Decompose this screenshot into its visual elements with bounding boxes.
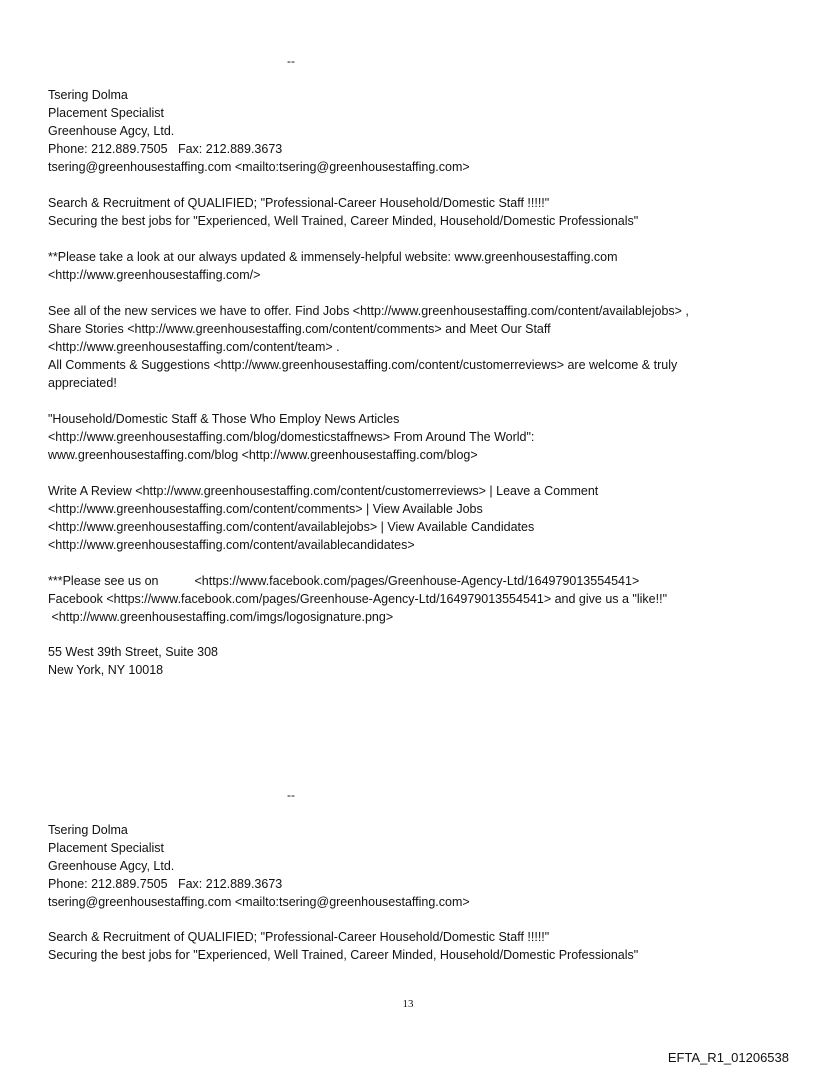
facebook-line-1 <box>48 572 778 590</box>
sender-company: Greenhouse Agcy, Ltd. <box>48 124 175 138</box>
address-block <box>48 643 778 679</box>
address-city: New York, NY 10018 <box>48 663 164 677</box>
separator-bottom: -- <box>287 788 295 802</box>
tagline-block-2 <box>48 928 778 964</box>
review-line-2: <http://www.greenhousestaffing.com/content/comments> | View Available Jobs <box>48 502 483 516</box>
tagline2-line-1: Search & Recruitment of QUALIFIED; "Professional-Career Household/Domestic Staff !!!!!" <box>48 930 550 944</box>
signature-block-2 <box>48 821 778 911</box>
facebook-block <box>48 572 778 626</box>
signature-block-1 <box>48 86 778 176</box>
news-line-1: "Household/Domestic Staff & Those Who Employ News Articles <box>48 412 400 426</box>
sender-name: Tsering Dolma <box>48 88 128 102</box>
sender-email-2: tsering@greenhousestaffing.com <mailto:tsering@greenhousestaffing.com> <box>48 895 470 909</box>
review-line-4: <http://www.greenhousestaffing.com/content/availablecandidates> <box>48 538 415 552</box>
services-line-4: All Comments & Suggestions <http://www.greenhousestaffing.com/content/customerreviews> are welcome & truly <box>48 358 678 372</box>
services-line-1: See all of the new services we have to offer. Find Jobs <http://www.greenhousestaffing.com/content/availablejobs> , <box>48 304 689 318</box>
facebook-line-3: <http://www.greenhousestaffing.com/imgs/logosignature.png> <box>48 610 394 624</box>
tagline-line-1: Search & Recruitment of QUALIFIED; "Professional-Career Household/Domestic Staff !!!!!" <box>48 196 550 210</box>
tagline2-line-2: Securing the best jobs for "Experienced, Well Trained, Career Minded, Household/Domestic Professionals" <box>48 948 639 962</box>
review-line-1: Write A Review <http://www.greenhousestaffing.com/content/customerreviews> | Leave a Comment <box>48 484 599 498</box>
sender-name-2: Tsering Dolma <box>48 823 128 837</box>
services-block <box>48 302 778 392</box>
sender-email: tsering@greenhousestaffing.com <mailto:tsering@greenhousestaffing.com> <box>48 160 470 174</box>
sender-phone: Phone: 212.889.7505 Fax: 212.889.3673 <box>48 142 283 156</box>
separator-top: -- <box>287 54 295 68</box>
sender-phone-2: Phone: 212.889.7505 Fax: 212.889.3673 <box>48 877 283 891</box>
facebook-prefix: ***Please see us on <box>48 574 159 588</box>
page-number: 13 <box>402 998 414 1010</box>
news-line-2: <http://www.greenhousestaffing.com/blog/domesticstaffnews> From Around The World": <box>48 430 535 444</box>
tagline-line-2: Securing the best jobs for "Experienced, Well Trained, Career Minded, Household/Domestic Professionals" <box>48 214 639 228</box>
services-line-2: Share Stories <http://www.greenhousestaffing.com/content/comments> and Meet Our Staff <box>48 322 551 336</box>
website-line-1: **Please take a look at our always updated & immensely-helpful website: www.greenhousestaffing.com <box>48 250 618 264</box>
website-block <box>48 248 778 284</box>
document-id: EFTA_R1_01206538 <box>667 1050 789 1065</box>
news-line-3: www.greenhousestaffing.com/blog <http://www.greenhousestaffing.com/blog> <box>48 448 478 462</box>
sender-title-2: Placement Specialist <box>48 841 165 855</box>
address-street: 55 West 39th Street, Suite 308 <box>48 645 219 659</box>
services-line-5: appreciated! <box>48 376 117 390</box>
services-line-3: <http://www.greenhousestaffing.com/content/team> . <box>48 340 340 354</box>
review-line-3: <http://www.greenhousestaffing.com/content/availablejobs> | View Available Candidates <box>48 520 535 534</box>
review-block <box>48 482 778 554</box>
website-line-2: <http://www.greenhousestaffing.com/> <box>48 268 261 282</box>
news-block <box>48 410 778 464</box>
sender-company-2: Greenhouse Agcy, Ltd. <box>48 859 175 873</box>
facebook-line-2: Facebook <https://www.facebook.com/pages/Greenhouse-Agency-Ltd/164979013554541> and give us a "like!!" <box>48 592 668 606</box>
tagline-block-1 <box>48 194 778 230</box>
sender-title: Placement Specialist <box>48 106 165 120</box>
facebook-link-1: <https://www.facebook.com/pages/Greenhouse-Agency-Ltd/164979013554541> <box>194 574 640 588</box>
